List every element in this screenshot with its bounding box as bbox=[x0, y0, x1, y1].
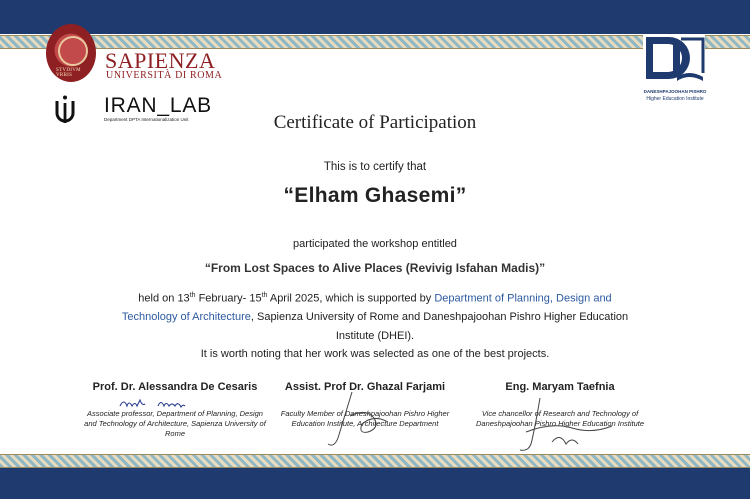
dhei-subtitle: Higher Education Institute bbox=[646, 96, 704, 102]
handwritten-signature-3 bbox=[512, 392, 622, 458]
bottom-ornamental-border bbox=[0, 454, 750, 468]
signatory-3-name: Eng. Maryam Taefnia bbox=[505, 381, 615, 393]
april-part: April 2025, which is supported by bbox=[267, 292, 435, 305]
best-projects-note: It is worth noting that her work was selected as one of the best projects. bbox=[200, 348, 550, 361]
signatory-2-name: Assist. Prof Dr. Ghazal Farjami bbox=[284, 381, 446, 393]
iran-lab-subtitle: Department DPTA Internationalization Unit bbox=[104, 117, 189, 122]
sapienza-wordmark: SAPIENZA bbox=[105, 48, 216, 73]
certificate-body bbox=[110, 287, 640, 364]
department-name: Department of Planning, Design and Technology of Architecture bbox=[121, 292, 612, 324]
top-ornamental-border bbox=[0, 35, 750, 49]
seal-emblem-icon bbox=[58, 36, 88, 66]
recipient-name: “Elham Ghasemi” bbox=[283, 184, 467, 207]
signatory-1 bbox=[80, 381, 270, 439]
february-part: February- 15 bbox=[195, 292, 262, 305]
signatory-3-role: Vice chancellor of Research and Technology of Daneshpajoohan Pishro Higher Education Institute bbox=[475, 409, 645, 428]
handwritten-signature-1 bbox=[118, 396, 228, 410]
signatory-1-name: Prof. Dr. Alessandra De Cesaris bbox=[92, 381, 258, 393]
iran-lab-wordmark: IRAN_LAB bbox=[104, 94, 212, 117]
day-suffix-1: th bbox=[189, 292, 196, 299]
sapienza-subtitle: UNIVERSITÀ DI ROMA bbox=[106, 70, 223, 81]
signatory-1-role: Associate professor, Department of Planning, Design and Technology of Architecture, Sapienza University of Rome bbox=[84, 409, 266, 438]
participated-line: participated the workshop entitled bbox=[293, 238, 457, 250]
dhei-name-text: DANESHPAJOOHAN PISHRO bbox=[643, 89, 707, 94]
day-suffix-2: th bbox=[261, 292, 268, 299]
workshop-title: “From Lost Spaces to Alive Places (Revivig Isfahan Madis)” bbox=[204, 261, 546, 275]
certificate-title: Certificate of Participation bbox=[273, 112, 477, 133]
top-band bbox=[0, 0, 750, 34]
held-on-prefix: held on 13 bbox=[138, 292, 190, 305]
dhei-logo-icon bbox=[641, 33, 707, 88]
sapienza-seal-logo bbox=[46, 24, 96, 82]
signatory-2-role: Faculty Member of Daneshpajoohan Pishro Higher Education Institute, Architecture Department bbox=[280, 409, 450, 428]
seal-motto: STVDIVM VRBIS bbox=[56, 68, 81, 78]
institutions-text: , Sapienza University of Rome and Daneshpajoohan Pishro Higher Education Institute (DHEI). bbox=[250, 311, 629, 342]
bottom-band bbox=[0, 468, 750, 499]
handwritten-signature-2 bbox=[322, 388, 402, 452]
certify-line: This is to certify that bbox=[323, 161, 427, 173]
